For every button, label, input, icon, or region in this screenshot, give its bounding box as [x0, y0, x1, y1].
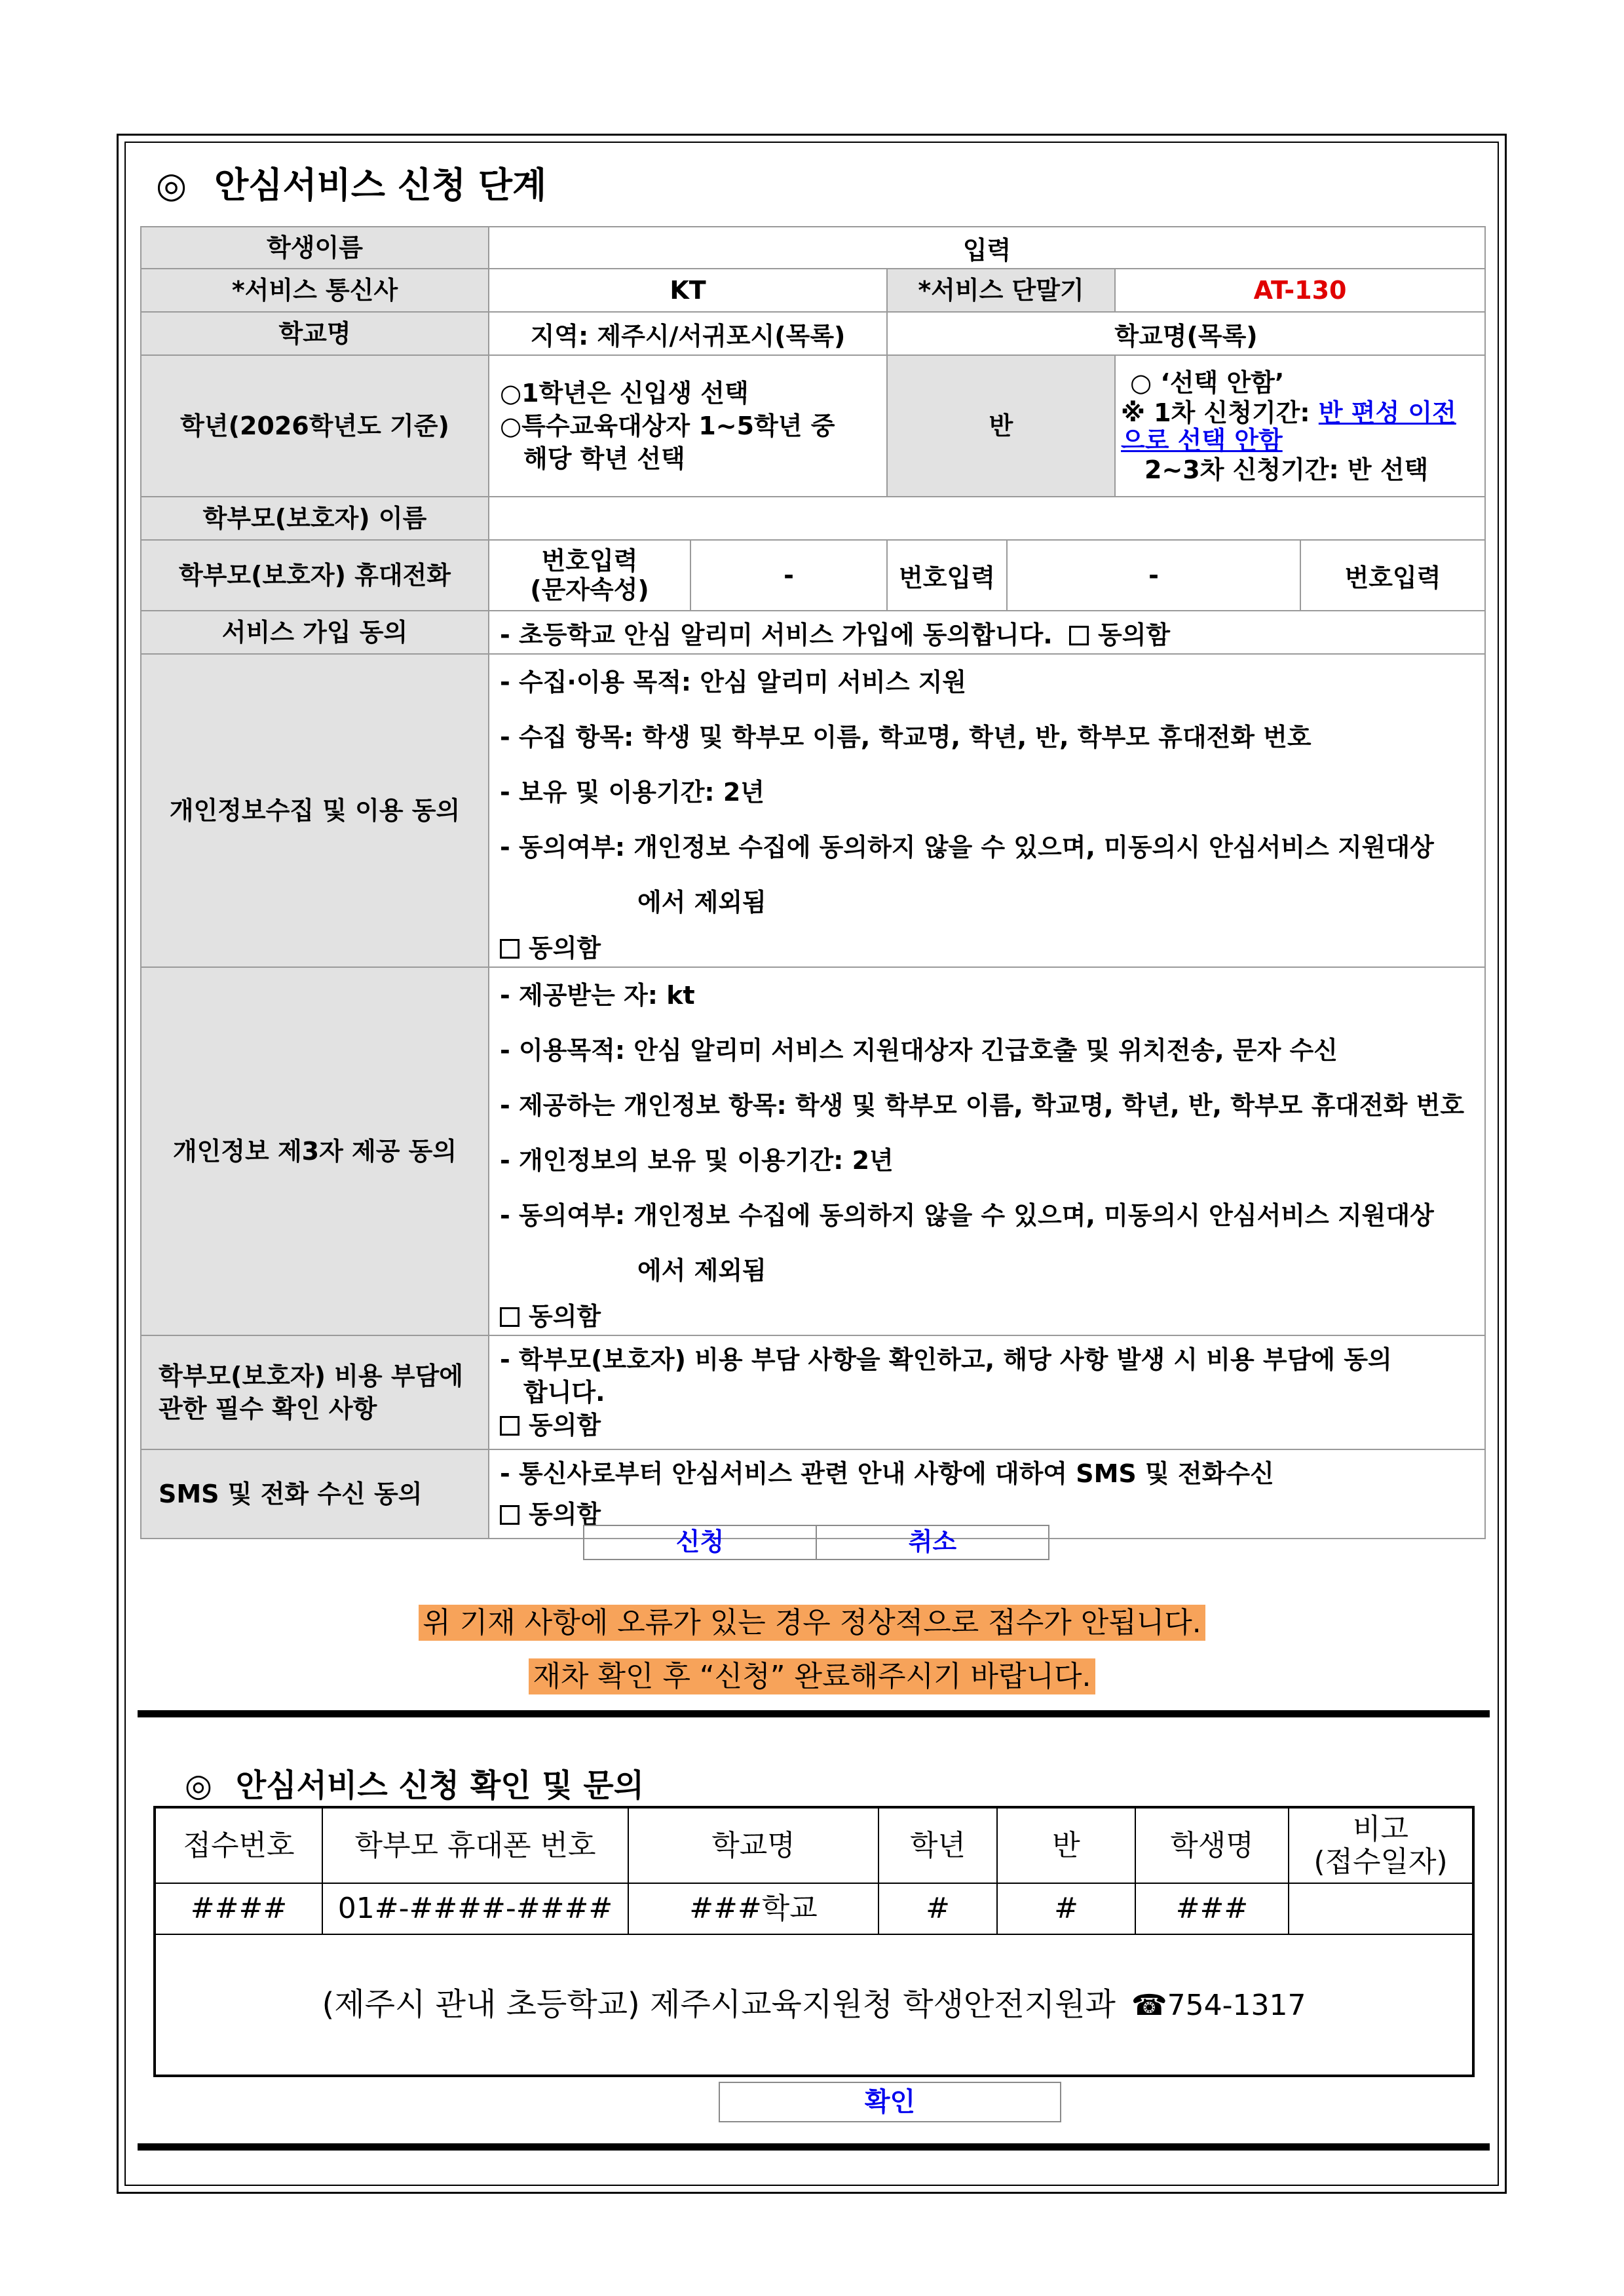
privacy-check-label: 동의함 [529, 934, 601, 963]
class-select[interactable] [1115, 355, 1485, 497]
warning-line-1 [0, 1599, 1624, 1641]
cell-note [1289, 1883, 1473, 1934]
header-grade: 학년 [878, 1807, 997, 1883]
form-button-bar [583, 1525, 1049, 1560]
cell-grade: # [878, 1883, 997, 1934]
header-parent-phone: 학부모 휴대폰 번호 [322, 1807, 628, 1883]
phone-part1-input[interactable] [489, 540, 690, 611]
contact-info [155, 1934, 1473, 2076]
device-label: *서비스 단말기 [887, 269, 1115, 312]
class-label: 반 [887, 355, 1115, 497]
table-row [155, 1883, 1473, 1934]
third-party-line-4: - 개인정보의 보유 및 이용기간: 2년 [500, 1146, 894, 1175]
privacy-line-5: 에서 제외됨 [637, 888, 766, 917]
confirm-button[interactable]: 확인 [719, 2082, 1061, 2122]
phone-icon-number: ☎754-1317 [1131, 1988, 1306, 2022]
cell-class: # [997, 1883, 1135, 1934]
phone-part2-input[interactable]: 번호입력 [887, 540, 1007, 611]
service-agree-content [489, 611, 1485, 654]
class-note-2-highlight: 반 편성 이전 [1318, 398, 1456, 427]
cancel-button[interactable]: 취소 [816, 1526, 1048, 1559]
third-party-line-1: - 제공받는 자: kt [500, 981, 695, 1010]
sms-checkbox[interactable] [500, 1505, 519, 1525]
cost-checkbox[interactable] [500, 1416, 519, 1436]
privacy-label: 개인정보수집 및 이용 동의 [141, 654, 489, 967]
cell-student-name: ### [1135, 1883, 1289, 1934]
cost-line-1: - 학부모(보호자) 비용 부담 사항을 확인하고, 해당 사항 발생 시 비용 부담에 동의 [500, 1345, 1392, 1374]
header-note-line-2: (접수일자) [1313, 1845, 1448, 1879]
school-select[interactable]: 학교명(목록) [887, 312, 1485, 355]
warning-text-2: 재차 확인 후 “신청” 완료해주시기 바랍니다. [529, 1658, 1095, 1694]
header-class: 반 [997, 1807, 1135, 1883]
third-party-label: 개인정보 제3자 제공 동의 [141, 967, 489, 1335]
section-divider [138, 1710, 1490, 1717]
grade-note-1: ○1학년은 신입생 선택 [500, 379, 749, 408]
parent-name-label: 학부모(보호자) 이름 [141, 497, 489, 540]
cost-label-line-2: 관한 필수 확인 사항 [159, 1394, 377, 1423]
third-party-checkbox[interactable] [500, 1307, 519, 1327]
privacy-line-3: - 보유 및 이용기간: 2년 [500, 778, 765, 807]
privacy-line-1: - 수집·이용 목적: 안심 알리미 서비스 지원 [500, 668, 967, 697]
class-note-2: ※ 1차 신청기간: [1121, 398, 1319, 427]
cell-receipt-no: #### [155, 1883, 322, 1934]
device-value[interactable]: AT-130 [1115, 269, 1485, 312]
section-title-text: 안심서비스 신청 단계 [214, 164, 547, 206]
third-party-check-label: 동의함 [529, 1302, 601, 1331]
carrier-value[interactable]: KT [489, 269, 887, 312]
third-party-line-2: - 이용목적: 안심 알리미 서비스 지원대상자 긴급호출 및 위치전송, 문자 수신 [500, 1036, 1338, 1065]
parent-phone-label: 학부모(보호자) 휴대전화 [141, 540, 489, 611]
section-title-apply [156, 157, 546, 208]
header-student-name: 학생명 [1135, 1807, 1289, 1883]
privacy-line-4: - 동의여부: 개인정보 수집에 동의하지 않을 수 있으며, 미동의시 안심서비스 지원대상 [500, 833, 1434, 862]
school-label: 학교명 [141, 312, 489, 355]
parent-name-input[interactable] [489, 497, 1485, 540]
double-circle-icon: ◎ [156, 164, 187, 206]
privacy-line-2: - 수집 항목: 학생 및 학부모 이름, 학교명, 학년, 반, 학부모 휴대전화 번호 [500, 723, 1312, 752]
bottom-divider [138, 2143, 1490, 2151]
student-name-input[interactable]: 입력 [489, 227, 1485, 269]
header-note [1289, 1807, 1473, 1883]
service-agree-label: 서비스 가입 동의 [141, 611, 489, 654]
service-agree-checkbox[interactable] [1069, 626, 1089, 645]
student-name-label: 학생이름 [141, 227, 489, 269]
cost-check-label: 동의함 [529, 1411, 601, 1440]
section-title-confirm [185, 1760, 644, 1805]
sms-check-label: 동의함 [529, 1500, 601, 1529]
third-party-line-5: - 동의여부: 개인정보 수집에 동의하지 않을 수 있으며, 미동의시 안심서비스 지원대상 [500, 1201, 1434, 1230]
phone-part1-text: 번호입력 [541, 546, 638, 575]
cell-parent-phone: 01#-####-#### [322, 1883, 628, 1934]
third-party-line-6: 에서 제외됨 [637, 1256, 766, 1285]
cell-school: ###학교 [628, 1883, 878, 1934]
grade-note-2: ○특수교육대상자 1~5학년 중 [500, 411, 835, 440]
cost-label-line-1: 학부모(보호자) 비용 부담에 [159, 1362, 463, 1390]
cost-label [141, 1335, 489, 1449]
header-receipt-no: 접수번호 [155, 1807, 322, 1883]
grade-label: 학년(2026학년도 기준) [141, 355, 489, 497]
sms-label: SMS 및 전화 수신 동의 [141, 1449, 489, 1539]
header-note-line-1: 비고 [1352, 1812, 1408, 1846]
warning-line-2 [0, 1653, 1624, 1694]
cost-content [489, 1335, 1485, 1449]
contact-text: (제주시 관내 초등학교) 제주시교육지원청 학생안전지원과 [322, 1985, 1116, 2023]
third-party-content [489, 967, 1485, 1335]
phone-separator-2: - [1007, 540, 1300, 611]
warning-text-1: 위 기재 사항에 오류가 있는 경우 정상적으로 접수가 안됩니다. [419, 1605, 1205, 1641]
grade-note-3: 해당 학년 선택 [523, 444, 685, 473]
apply-button[interactable]: 신청 [675, 1527, 725, 1556]
class-note-3: 2~3차 신청기간: 반 선택 [1144, 455, 1429, 484]
phone-part1-subtext: (문자속성) [530, 575, 649, 604]
privacy-content [489, 654, 1485, 967]
grade-select[interactable] [489, 355, 887, 497]
cost-line-2: 합니다. [523, 1378, 605, 1407]
service-agree-check-label: 동의함 [1097, 620, 1171, 649]
class-note-2-highlight-cont: 으로 선택 안함 [1121, 426, 1283, 455]
region-select[interactable]: 지역: 제주시/서귀포시(목록) [489, 312, 887, 355]
third-party-line-3: - 제공하는 개인정보 항목: 학생 및 학부모 이름, 학교명, 학년, 반, 학부모 휴대전화 번호 [500, 1091, 1465, 1120]
phone-part3-input[interactable]: 번호입력 [1300, 540, 1485, 611]
application-form [140, 226, 1486, 1539]
privacy-checkbox[interactable] [500, 939, 519, 959]
section-title-confirm-text: 안심서비스 신청 확인 및 문의 [235, 1767, 645, 1804]
confirmation-table [153, 1806, 1475, 2077]
carrier-label: *서비스 통신사 [141, 269, 489, 312]
double-circle-icon: ◎ [185, 1767, 212, 1804]
sms-line-1: - 통신사로부터 안심서비스 관련 안내 사항에 대하여 SMS 및 전화수신 [500, 1459, 1274, 1488]
header-school: 학교명 [628, 1807, 878, 1883]
service-agree-text: - 초등학교 안심 알리미 서비스 가입에 동의합니다. [500, 620, 1053, 649]
phone-separator-1: - [690, 540, 887, 611]
class-note-1: ○ ‘선택 안함’ [1130, 368, 1285, 397]
